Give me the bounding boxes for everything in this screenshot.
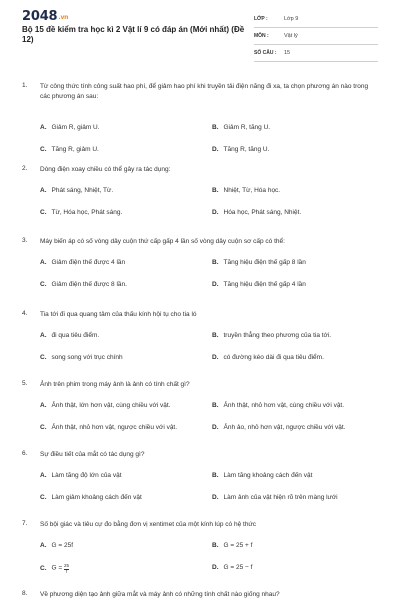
logo-main-text: 2048	[22, 9, 58, 24]
option-text: G = 25f	[51, 542, 73, 549]
option-letter: B.	[212, 124, 219, 131]
option-text: Tăng R, tăng U.	[223, 146, 270, 153]
option-letter: A.	[40, 332, 47, 339]
option-text: G = 25 − f	[223, 564, 253, 571]
option-letter: C.	[40, 424, 47, 431]
option-letter: D.	[212, 564, 219, 571]
meta-box	[254, 12, 378, 62]
page-header	[0, 0, 400, 64]
option-text: có đường kéo dài đi qua tiêu điểm.	[223, 354, 324, 361]
option-text: đi qua tiêu điểm.	[51, 332, 100, 339]
option-letter: B.	[212, 259, 219, 266]
question-text: Từ công thức tính công suất hao phí, để giảm hao phí khi truyền tải điện năng đi xa, ta chọn phương án nào trong các phương án sau:	[40, 83, 369, 100]
option-text: Nhiệt, Từ, Hóa học.	[223, 187, 281, 194]
option-letter: B.	[212, 472, 219, 479]
answer-option[interactable]	[40, 354, 123, 361]
fraction-numerator: 25	[63, 563, 69, 568]
answer-option[interactable]	[212, 332, 331, 339]
question-text: Dòng điện xoay chiều có thể gây ra tác dụng:	[40, 166, 171, 173]
option-letter: D.	[212, 424, 219, 431]
option-letter: A.	[40, 472, 47, 479]
option-text: Giảm điện thế được 8 lần.	[51, 281, 127, 288]
question-number: 3.	[22, 237, 28, 244]
meta-value: 15	[284, 50, 291, 56]
answer-option[interactable]	[40, 146, 99, 153]
question-number: 1.	[22, 82, 28, 89]
answer-option[interactable]	[212, 472, 312, 479]
option-letter: C.	[40, 146, 47, 153]
answer-option[interactable]	[212, 146, 269, 153]
option-letter: B.	[212, 332, 219, 339]
question-text: Máy biến áp có số vòng dây cuộn thứ cấp gấp 4 lần số vòng dây cuộn sơ cấp có thể:	[40, 238, 285, 245]
question-number: 7.	[22, 520, 28, 527]
option-letter: A.	[40, 542, 47, 549]
meta-value: Lớp 9	[284, 16, 299, 22]
site-logo[interactable]	[22, 9, 68, 24]
option-letter: C.	[40, 564, 47, 572]
meta-row-count	[254, 46, 378, 62]
answer-option[interactable]	[40, 402, 171, 409]
option-text: Ảnh thật, nhỏ hơn vật, ngược chiều với vật.	[51, 424, 178, 431]
question-number: 2.	[22, 165, 28, 172]
option-letter: D.	[212, 281, 219, 288]
option-letter: D.	[212, 209, 219, 216]
fraction	[64, 564, 69, 574]
option-letter: B.	[212, 187, 219, 194]
document-title: Bộ 15 đề kiểm tra học kì 2 Vật lí 9 có đáp án (Mới nhất) (Đề 12)	[22, 25, 245, 44]
option-text: Tăng hiệu điện thế gấp 8 lần	[223, 259, 306, 266]
answer-option[interactable]	[40, 259, 125, 266]
option-text: Giảm R, giảm U.	[51, 124, 100, 131]
answer-option[interactable]	[212, 542, 252, 549]
answer-option[interactable]	[212, 494, 338, 501]
answer-option[interactable]	[212, 281, 306, 288]
option-text: Phát sáng, Nhiệt, Từ.	[51, 187, 114, 194]
logo-sub-text: .vn	[58, 14, 69, 21]
option-text: Ảnh thật, nhỏ hơn vật, cùng chiều với vật.	[223, 402, 345, 409]
option-text: Từ, Hóa học, Phát sáng.	[51, 209, 123, 216]
question-number: 5.	[22, 380, 28, 387]
option-text: G = 25 + f	[223, 542, 253, 549]
option-text: song song với trục chính	[51, 354, 123, 361]
question-text: Tia tới đi qua quang tâm của thấu kính hội tụ cho tia ló	[40, 311, 197, 318]
option-letter: A.	[40, 187, 47, 194]
option-text: Làm tăng khoảng cách đến vật	[223, 472, 313, 479]
option-text: Ảnh ảo, nhỏ hơn vật, ngược chiều với vật.	[223, 424, 346, 431]
option-text: Giảm điện thế được 4 lần	[51, 259, 126, 266]
option-text: Tăng R, giảm U.	[51, 146, 99, 153]
question-text: Về phương diện tạo ảnh giữa mắt và máy ảnh có những tính chất nào giống nhau?	[40, 591, 280, 598]
meta-row-class	[254, 12, 378, 28]
answer-option[interactable]	[212, 259, 306, 266]
option-text: Tăng hiệu điện thế gấp 4 lần	[223, 281, 306, 288]
question-text: Sự điều tiết của mắt có tác dụng gì?	[40, 451, 145, 458]
answer-option[interactable]	[212, 209, 301, 216]
option-text: Ảnh thật, lớn hơn vật, cùng chiều với vật.	[51, 402, 171, 409]
option-letter: B.	[212, 402, 219, 409]
question-number: 4.	[22, 310, 28, 317]
meta-label: LỚP :	[254, 16, 268, 22]
answer-option[interactable]	[40, 424, 177, 431]
option-letter: C.	[40, 209, 47, 216]
question-text: Ảnh trên phim trong máy ảnh là ảnh có tính chất gì?	[40, 381, 190, 388]
option-letter: A.	[40, 124, 47, 131]
answer-option[interactable]	[212, 187, 280, 194]
answer-option[interactable]	[40, 332, 99, 339]
answer-option[interactable]	[40, 472, 122, 479]
meta-row-subject	[254, 29, 378, 45]
answer-option[interactable]	[40, 124, 100, 131]
option-letter: D.	[212, 146, 219, 153]
option-text: Làm tăng độ lớn của vật	[51, 472, 122, 479]
option-letter: B.	[212, 542, 219, 549]
option-letter: C.	[40, 494, 47, 501]
option-letter: C.	[40, 281, 47, 288]
answer-option[interactable]	[40, 281, 127, 288]
option-text: Làm giảm khoảng cách đến vật	[51, 494, 142, 501]
answer-option[interactable]	[40, 187, 113, 194]
answer-option[interactable]	[40, 564, 69, 574]
option-letter: D.	[212, 354, 219, 361]
option-text: truyền thẳng theo phương của tia tới.	[223, 332, 332, 339]
question-number: 8.	[22, 590, 28, 597]
option-letter: A.	[40, 259, 47, 266]
answer-option[interactable]	[40, 494, 142, 501]
option-letter: C.	[40, 354, 47, 361]
option-letter: D.	[212, 494, 219, 501]
question-number: 6.	[22, 450, 28, 457]
option-text: G =	[51, 564, 64, 572]
option-text: Hóa học, Phát sáng, Nhiệt.	[223, 209, 302, 216]
answer-option[interactable]	[212, 424, 345, 431]
question-text: Số bội giác và tiêu cự đo bằng đơn vị xentimet của một kính lúp có hệ thức	[40, 521, 257, 528]
option-text: Giảm R, tăng U.	[223, 124, 271, 131]
answer-option[interactable]	[212, 402, 344, 409]
meta-label: MÔN :	[254, 33, 269, 39]
answer-option[interactable]	[212, 124, 270, 131]
option-letter: A.	[40, 402, 47, 409]
meta-value: Vật lý	[284, 33, 298, 39]
fraction-denominator: f	[65, 568, 68, 574]
answer-option[interactable]	[212, 564, 252, 571]
answer-option[interactable]	[40, 542, 73, 549]
option-text: Làm ảnh của vật hiện rõ trên màng lưới	[223, 494, 338, 501]
answer-option[interactable]	[40, 209, 122, 216]
answer-option[interactable]	[212, 354, 324, 361]
meta-label: SỐ CÂU :	[254, 50, 277, 56]
